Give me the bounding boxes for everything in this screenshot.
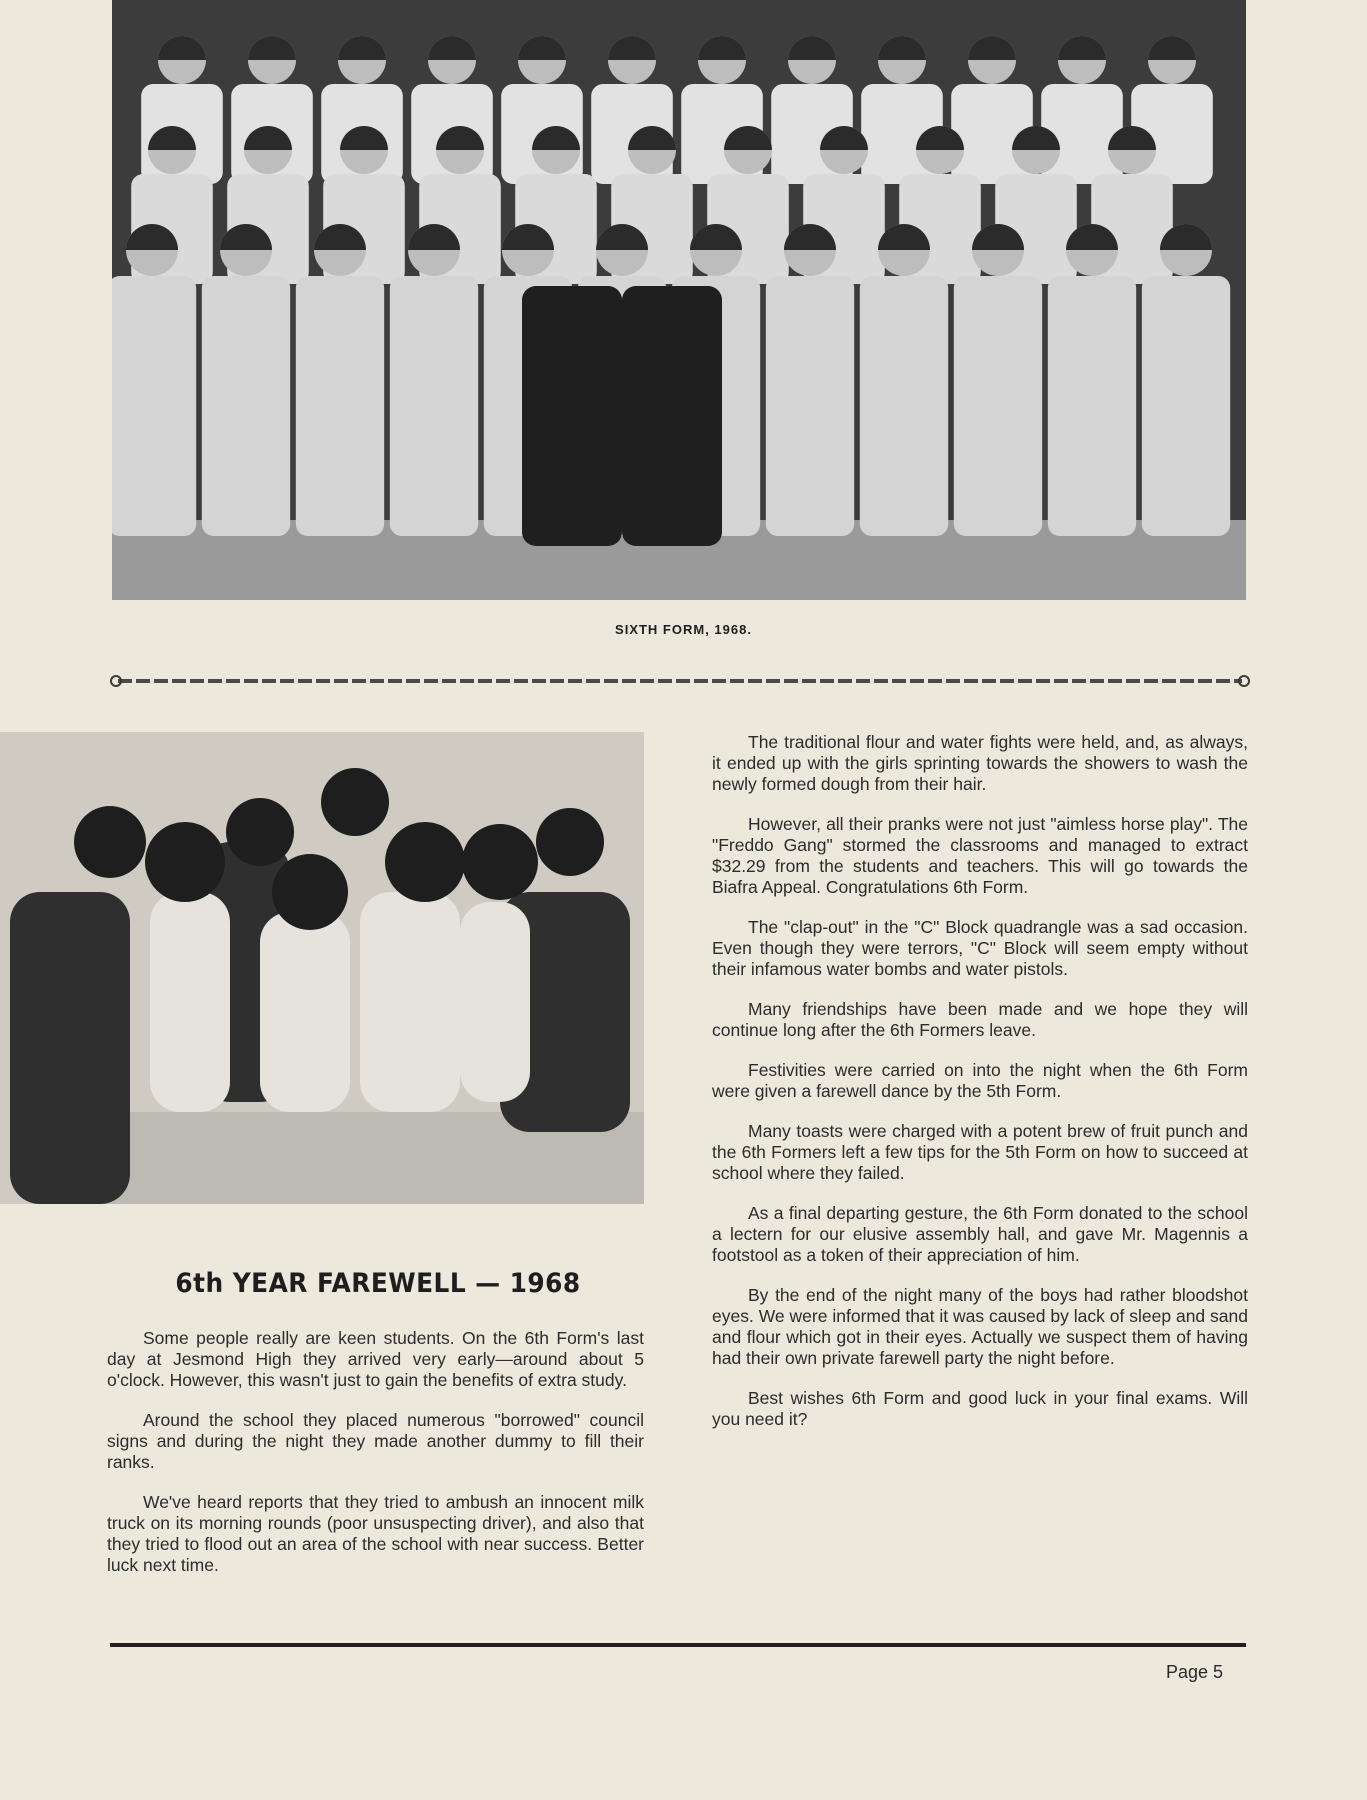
article-column-right <box>712 732 1248 1449</box>
farewell-photo <box>0 732 644 1204</box>
article-paragraph: The "clap-out" in the "C" Block quadrangle was a sad occasion. Even though they were terrors, "C" Block will seem empty without their infamous water bombs and water pistols. <box>712 917 1248 979</box>
article-paragraph: Some people really are keen students. On the 6th Form's last day at Jesmond High they arrived very early—around about 5 o'clock. However, this wasn't just to gain the benefits of extra study. <box>107 1328 644 1390</box>
article-paragraph: Around the school they placed numerous "borrowed" council signs and during the night they made another dummy to fill their ranks. <box>107 1410 644 1472</box>
article-paragraph: However, all their pranks were not just "aimless horse play". The "Freddo Gang" stormed the classrooms and managed to extract $32.29 from the students and teachers. This will go towards the Biafra Appeal. Congratulations 6th Form. <box>712 814 1248 897</box>
footer-rule <box>110 1643 1246 1647</box>
article-paragraph: Many friendships have been made and we hope they will continue long after the 6th Formers leave. <box>712 999 1248 1040</box>
article-paragraph: Many toasts were charged with a potent brew of fruit punch and the 6th Formers left a few tips for the 5th Form on how to succeed at school where they failed. <box>712 1121 1248 1183</box>
article-paragraph: We've heard reports that they tried to ambush an innocent milk truck on its morning rounds (poor unsuspecting driver), and also that they tried to flood out an area of the school with near success. Better luck next time. <box>107 1492 644 1575</box>
page-number: Page 5 <box>1166 1662 1224 1682</box>
group-photo <box>112 0 1246 600</box>
figure-body <box>202 276 290 536</box>
figure-body <box>112 276 196 536</box>
figure-body <box>954 276 1042 536</box>
decorative-divider <box>110 674 1250 688</box>
article-paragraph: By the end of the night many of the boys had rather bloodshot eyes. We were informed that it was caused by lack of sleep and sand and flour which got in their eyes. Actually we suspect them of having had their own private farewell party the night before. <box>712 1285 1248 1368</box>
article-title: 6th YEAR FAREWELL — 1968 <box>175 1268 581 1299</box>
article-paragraph: The traditional flour and water fights were held, and, as always, it ended up with the girls sprinting towards the showers to wash the newly formed dough from their hair. <box>712 732 1248 794</box>
figure-body <box>1048 276 1136 536</box>
group-photo-image <box>112 0 1246 600</box>
article-paragraph: As a final departing gesture, the 6th Form donated to the school a lectern for our elusive assembly hall, and gave Mr. Magennis a footstool as a token of their appreciation of him. <box>712 1203 1248 1265</box>
figure-body <box>1142 276 1230 536</box>
article-column-left <box>107 1328 644 1595</box>
farewell-photo-image <box>0 732 644 1204</box>
article-paragraph: Best wishes 6th Form and good luck in your final exams. Will you need it? <box>712 1388 1248 1429</box>
article-paragraph: Festivities were carried on into the night when the 6th Form were given a farewell dance by the 5th Form. <box>712 1060 1248 1101</box>
figure-body <box>296 276 384 536</box>
figure-body <box>860 276 948 536</box>
photo-caption: SIXTH FORM, 1968. <box>615 622 752 637</box>
figure-suit <box>622 286 722 546</box>
figure-suit <box>522 286 622 546</box>
figure-body <box>390 276 478 536</box>
figure-body <box>766 276 854 536</box>
